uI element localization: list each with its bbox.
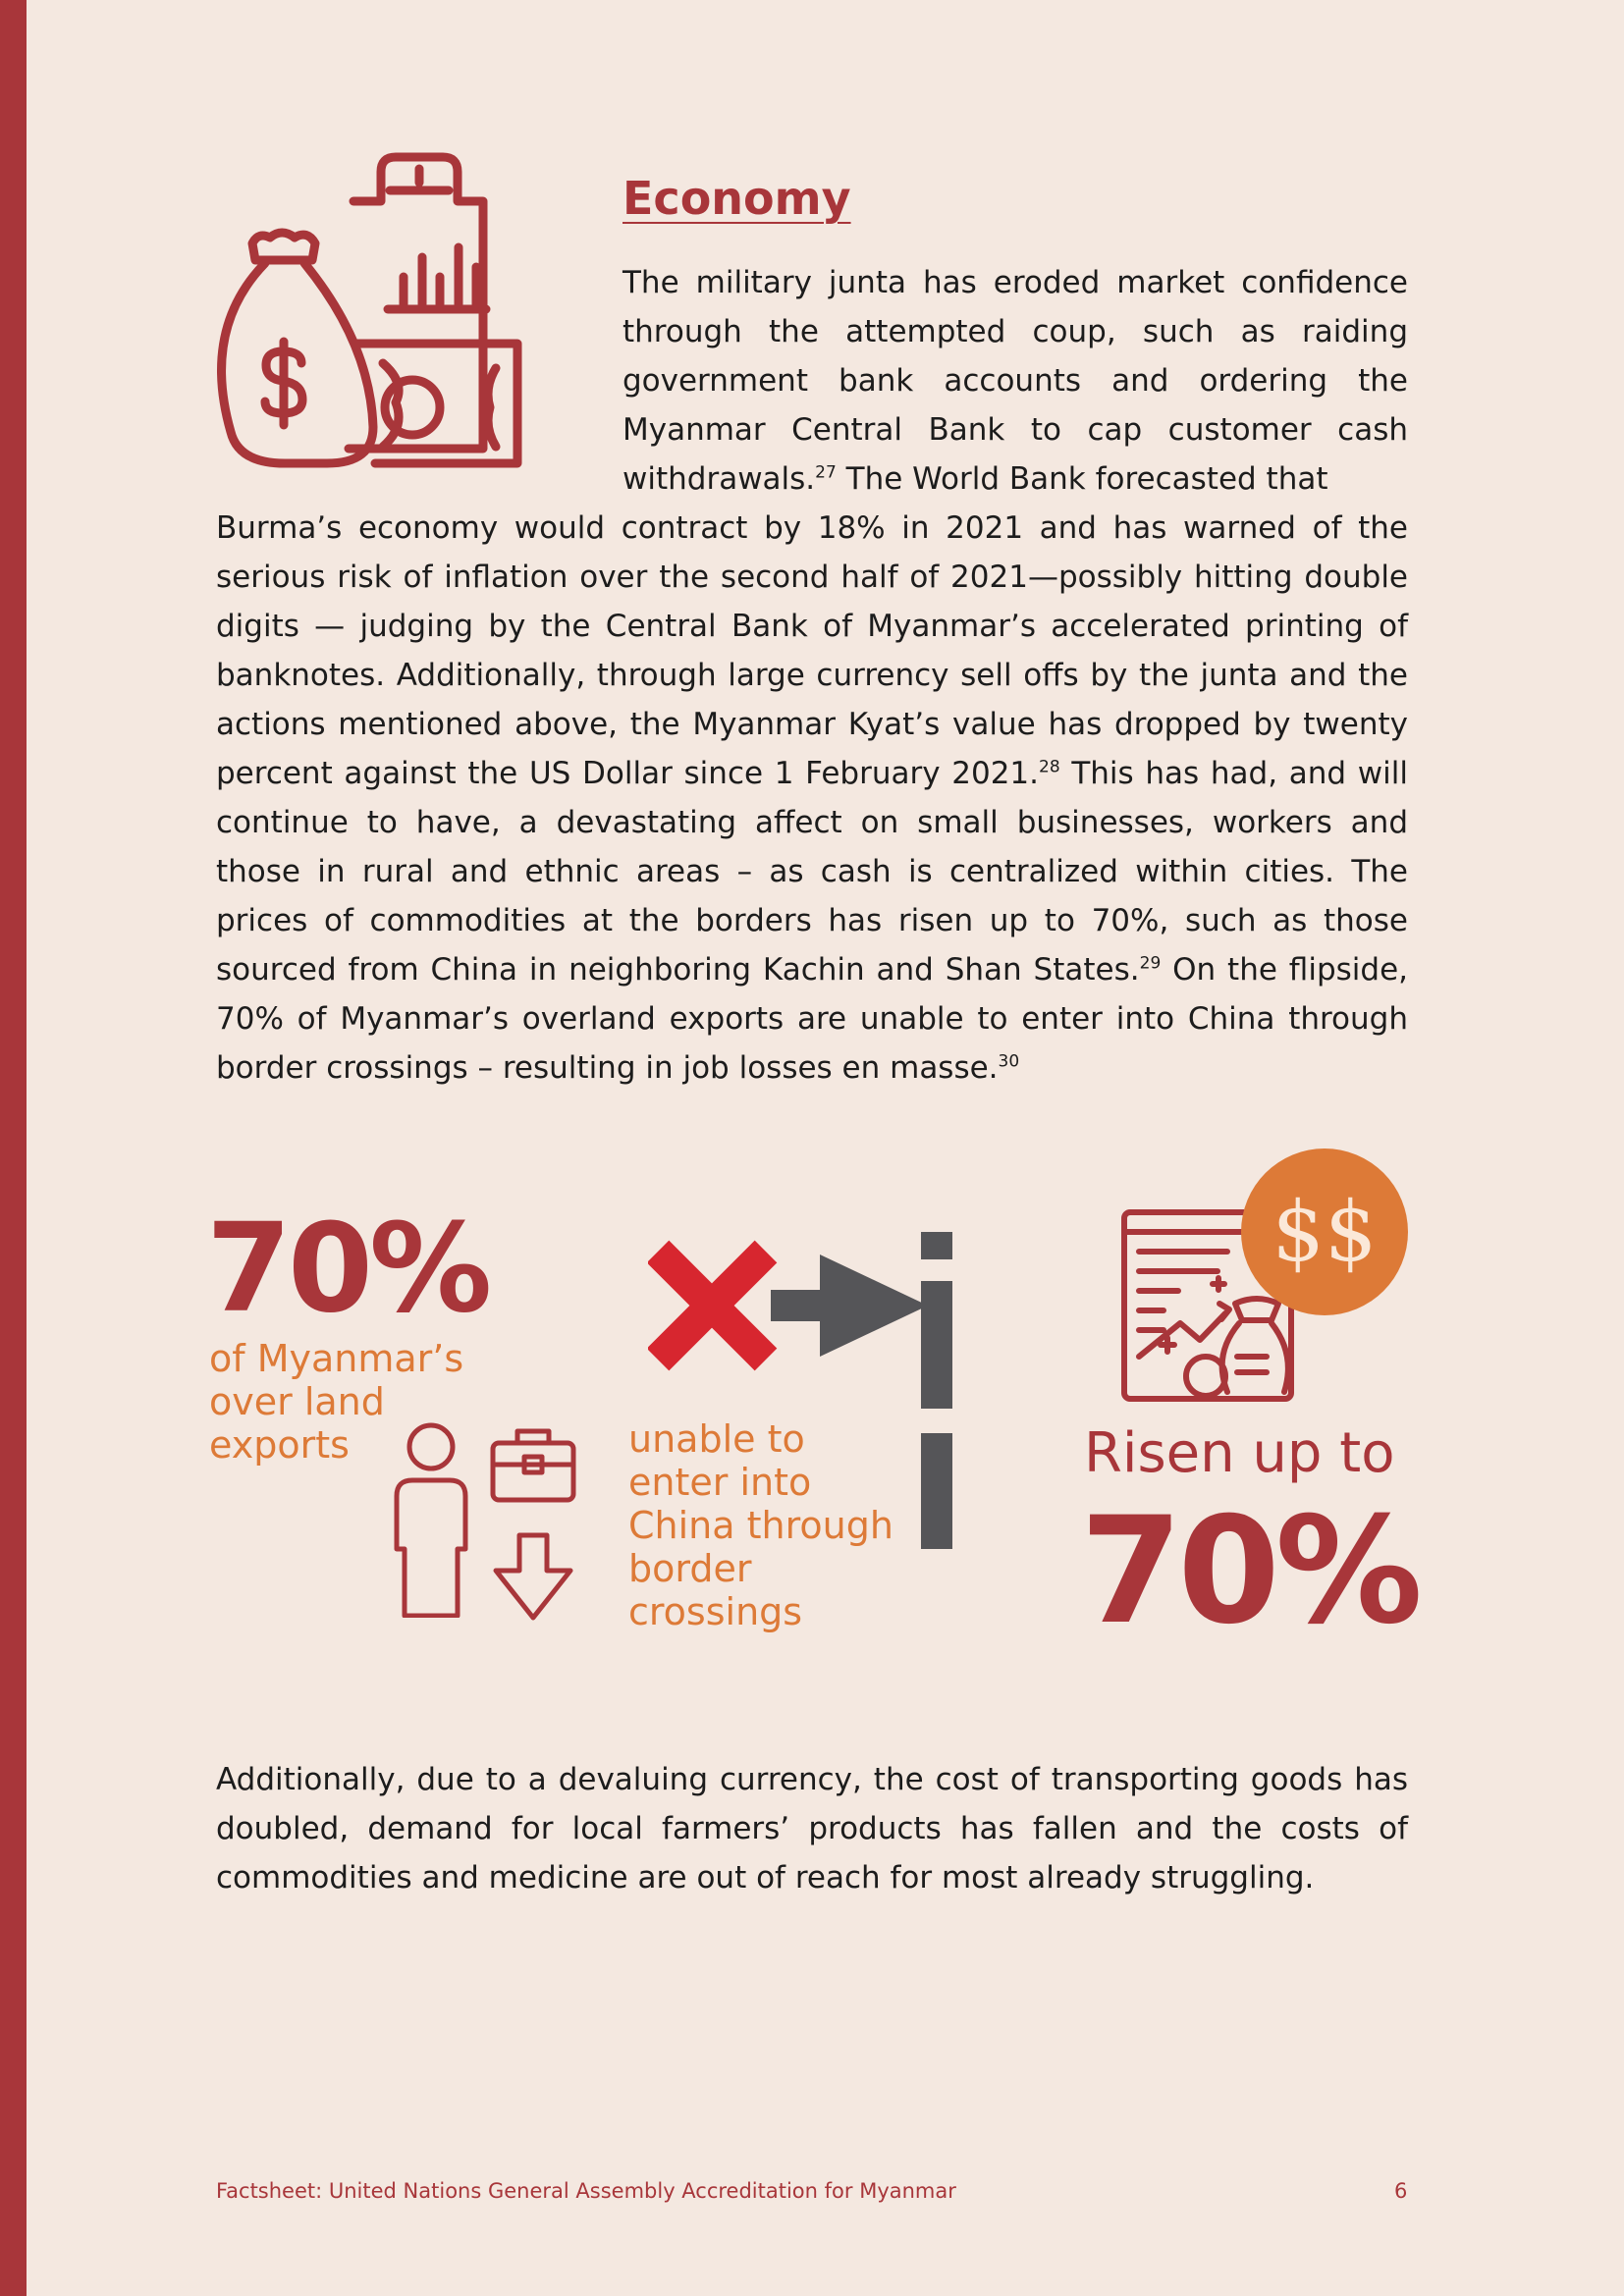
- exports-caption: of Myanmar’s over land exports: [209, 1337, 464, 1467]
- economy-icon: [211, 147, 545, 481]
- risen-percent: 70%: [1080, 1486, 1419, 1657]
- dollar-badge: $$: [1241, 1148, 1408, 1315]
- section-heading: Economy: [623, 172, 851, 225]
- footnote-ref: 29: [1139, 953, 1162, 974]
- risen-label: Risen up to: [1084, 1421, 1395, 1485]
- footer-title: Factsheet: United Nations General Assembly Accreditation for Myanmar: [216, 2179, 956, 2203]
- body-paragraph: Burma’s economy would contract by 18% in 2021 and has warned of the serious risk of inflation over the second half of 2021—possibly hitting double digits — judging by the Central Bank of Myanmar’s accelerated printing of banknotes. Additionally, through large currency sell offs by the junta and the actions mentioned above, the Myanmar Kyat’s value has dropped by twenty percent against the US Dollar since 1 February 2021.28 This has had, and will continue to have, a devastating affect on small businesses, workers and those in rural and ethnic areas – as cash is centralized within cities. The prices of commodities at the borders has risen up to 70%, such as those sourced from China in neighboring Kachin and Shan States.$^{29}$ On the flipside, 70% of Myanmar’s overland exports are unable to enter into China through border crossings – resulting in job losses en masse.$^{30}$: [216, 510, 1408, 1086]
- left-accent-bar: [0, 0, 27, 2296]
- intro-paragraph: The military junta has eroded market confidence through the attempted coup, such as raiding government bank accounts and ordering the Myanmar Central Bank to cap customer cash withdrawals.$^{27}$ The World Bank forecasted that: [623, 265, 1408, 497]
- closing-paragraph: Additionally, due to a devaluing currency, the cost of transporting goods has doubled, demand for local farmers’ products has fallen and the costs of commodities and medicine are out of reach for most already struggling.: [216, 1762, 1408, 1896]
- page-number: 6: [1394, 2179, 1408, 2203]
- person-icon: [391, 1421, 471, 1618]
- exports-percent: 70%: [206, 1198, 489, 1340]
- footnote-ref: 27: [815, 462, 837, 483]
- blocked-caption: unable to enter into China through border crossings: [628, 1417, 893, 1633]
- footnote-ref: 30: [998, 1051, 1020, 1072]
- footnote-ref: 28: [1039, 757, 1060, 777]
- briefcase-icon: [488, 1425, 578, 1622]
